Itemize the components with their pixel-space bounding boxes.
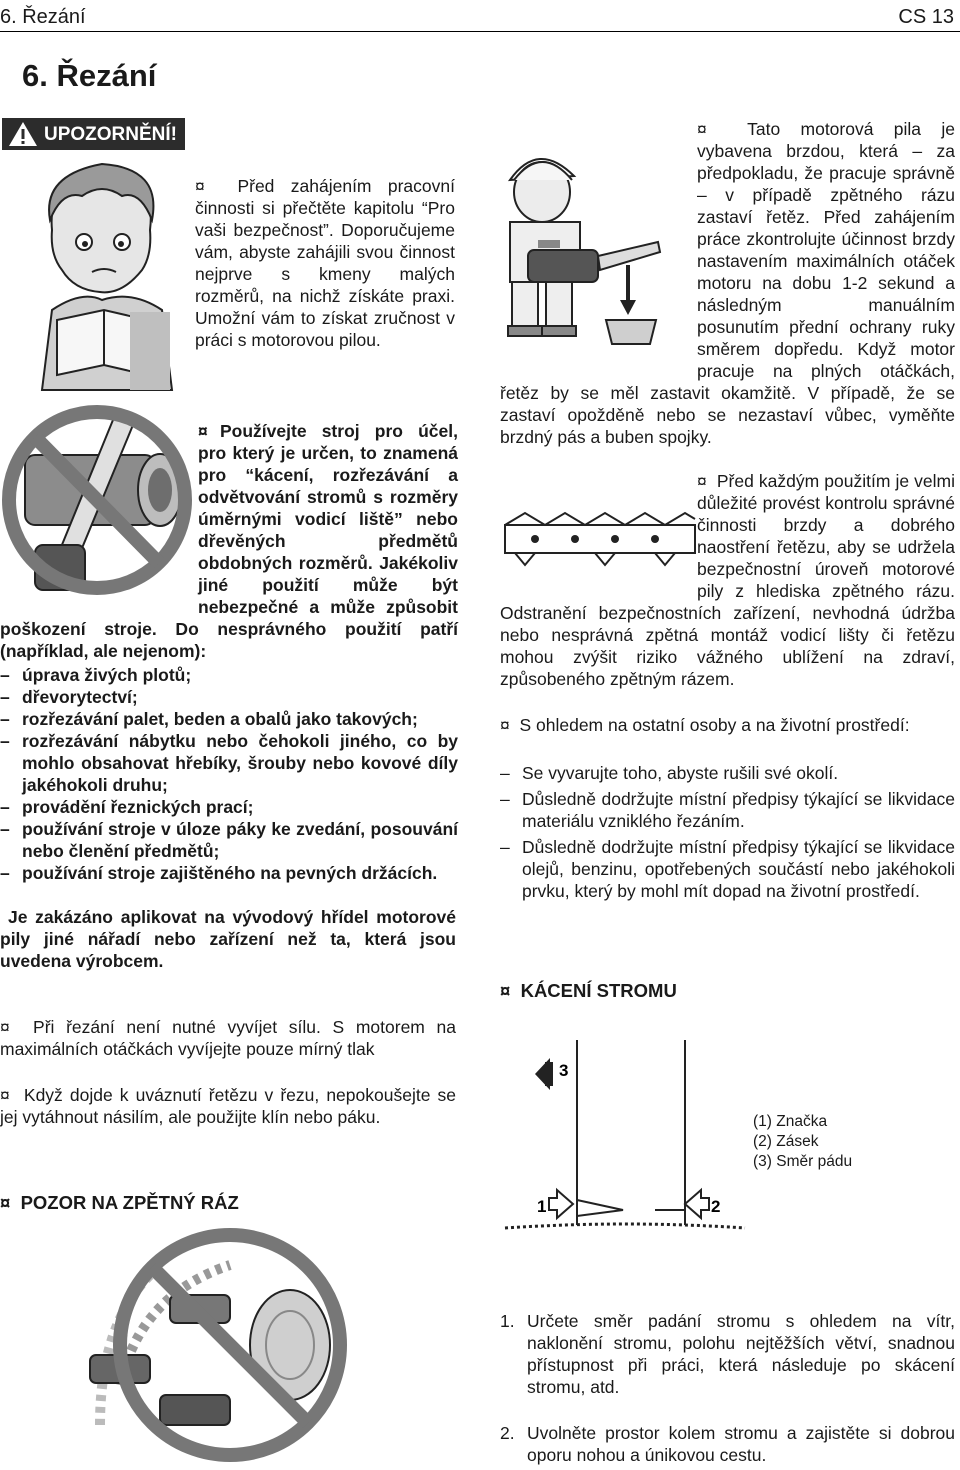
bullet-symbol: ¤: [500, 980, 511, 1001]
bullet-symbol: ¤: [697, 119, 707, 139]
bullet-symbol: ¤: [195, 176, 205, 196]
header-rule: [0, 31, 960, 32]
list-item: – používání stroje zajištěného na pevných držácích.: [0, 862, 458, 884]
step-text: Uvolněte prostor kolem stromu a zajistěte si dobrou oporu nohou a únikovou cestu.: [527, 1423, 955, 1465]
bullet-symbol: ¤: [198, 421, 208, 441]
marker-3: 3: [559, 1061, 569, 1080]
illustration-spacer: [500, 118, 697, 373]
step-number: 2.: [500, 1423, 515, 1443]
felling-diagram: [505, 1040, 745, 1235]
bullet-symbol: ¤: [0, 1017, 10, 1037]
legend-item: (2) Zásek: [753, 1133, 819, 1150]
header-section: 6. Řezání: [0, 6, 86, 28]
warning-label: UPOZORNĚNÍ!: [44, 124, 177, 145]
bullet-stuck-chain-text: Když dojde k uváznutí řetězu v řezu, nepokoušejte se jej vytáhnout násilím, ale použijte klín nebo páku.: [0, 1085, 456, 1127]
legend-item: (3) Směr pádu: [753, 1153, 853, 1170]
marker-2: 2: [711, 1197, 721, 1216]
list-item: – provádění řeznických prací;: [0, 796, 458, 818]
list-item: – dřevorytectví;: [0, 686, 458, 708]
bullet-intended-use: [0, 420, 458, 662]
step-text: Určete směr padání stromu s ohledem na vítr, naklonění stromu, polohu nejtěžších větví, snadnou přístupnost při práci, která následuje po skácení stromu, atd.: [527, 1311, 955, 1397]
bullet-read-safety-text: Před zahájením pracovní činnosti si přečtěte kapitolu “Pro vaši bezpečnost”. Doporučujeme vám, abyste zahájili svou činnost nejprve s kmeny malých rozměrů, na nichž získáte praxi. Umožní vám to získat zručnost v práci s motorovou pilou.: [195, 176, 455, 350]
marker-1: 1: [537, 1197, 547, 1216]
bullet-no-force: [0, 1016, 456, 1060]
bullet-brake-check: [500, 470, 955, 690]
bullet-environment: [500, 714, 955, 736]
step-number: 1.: [500, 1311, 515, 1331]
page-title: 6. Řezání: [22, 58, 157, 93]
bullet-stuck-chain: [0, 1084, 456, 1128]
illustration-spacer: [500, 470, 697, 600]
bullet-brake-check-text: Před každým použitím je velmi důležité provést kontrolu správné činnosti brzdy a dobrého naostření řetězu, aby se udržela bezpečnostní úroveň motorové pily z hlediska zpětného rázu. Odstranění bezpečnostních zařízení, nevhodná údržba nebo nesprávná zpětná montáž vodicí lišty či řetězu mohou zvýšit riziko vážného ublížení na zdraví, způsobeného zpětným rázem.: [500, 471, 955, 689]
misuse-list: [0, 664, 458, 884]
list-item: – Se vyvarujte toho, abyste rušili své okolí.: [500, 762, 955, 784]
bullet-symbol: ¤: [697, 471, 707, 491]
list-item: – Důsledně dodržujte místní předpisy týkající se likvidace materiálu vzniklého řezáním.: [500, 788, 955, 832]
felling-heading: [500, 980, 677, 1002]
bullet-no-force-text: Při řezání není nutné vyvíjet sílu. S motorem na maximálních otáčkách vyvíjejte pouze mírný tlak: [0, 1017, 456, 1059]
bullet-environment-text: S ohledem na ostatní osoby a na životní prostředí:: [519, 715, 910, 735]
bullet-chain-brake-text: Tato motorová pila je vybavena brzdou, která – za předpokladu, že pracuje správně – v případě zpětného rázu zastaví řetěz. Před zahájením práce zkontrolujte účinnost brzdy nastavením maximálních otáček motoru na dobu 1-2 sekund a následným manuálním posunutím přední ochrany ruky směrem dopředu. Když motor pracuje na plných otáčkách, řetěz by se měl zastavit okamžitě. V případě, že se zastaví opožděně nebo se nezastaví vůbec, vyměňte brzdný pás a buben spojky.: [500, 119, 955, 447]
bullet-read-safety: [195, 175, 455, 351]
felling-step-2: [500, 1422, 955, 1466]
reading-man-illustration: [22, 160, 182, 390]
list-item: – úprava živých plotů;: [0, 664, 458, 686]
list-item: – Důsledně dodržujte místní předpisy týkající se likvidace olejů, benzinu, opotřebených součástí nebo jakéhokoli prvku, který by mohl mít dopad na životní prostředí.: [500, 836, 955, 902]
bullet-chain-brake: [500, 118, 955, 448]
kickback-heading: [0, 1192, 239, 1214]
legend-item: (1) Značka: [753, 1113, 828, 1130]
warning-triangle-icon: [8, 121, 38, 147]
prohibition-note: Je zakázáno aplikovat na vývodový hřídel motorové pily jiné nářadí nebo zařízení než ta, která jsou uvedena výrobcem.: [0, 907, 456, 971]
illustration-spacer: [0, 420, 198, 618]
kickback-illustration: [60, 1235, 400, 1465]
bullet-symbol: ¤: [0, 1192, 11, 1213]
list-item: – používání stroje v úloze páky ke zvedání, posouvání nebo členění předmětů;: [0, 818, 458, 862]
felling-heading-text: KÁCENÍ STROMU: [520, 980, 677, 1001]
bullet-symbol: ¤: [500, 715, 510, 735]
environment-list: [500, 762, 955, 902]
figure-legend: [753, 1112, 852, 1172]
list-item: – rozřezávání nábytku nebo čehokoli jiného, co by mohlo obsahovat hřebíky, šrouby nebo kovové díly jakéhokoli druhu;: [0, 730, 458, 796]
page-number: CS 13: [898, 6, 954, 28]
bullet-intended-use-text: Používejte stroj pro účel, pro který je určen, to znamená pro “kácení, rozřezávání a odvětvování stromů s rozměry úměrnými vodicí liště” nebo dřevěných předmětů obdobných rozměrů. Jakékoliv jiné použití může být nebezpečné a může způsobit poškození stroje. Do nesprávného použití patří (například, ale nejenom):: [0, 421, 458, 661]
bullet-symbol: ¤: [0, 1085, 10, 1105]
warning-banner: [2, 118, 185, 150]
felling-step-1: [500, 1310, 955, 1398]
kickback-heading-text: POZOR NA ZPĚTNÝ RÁZ: [20, 1192, 239, 1213]
list-item: – rozřezávání palet, beden a obalů jako takových;: [0, 708, 458, 730]
